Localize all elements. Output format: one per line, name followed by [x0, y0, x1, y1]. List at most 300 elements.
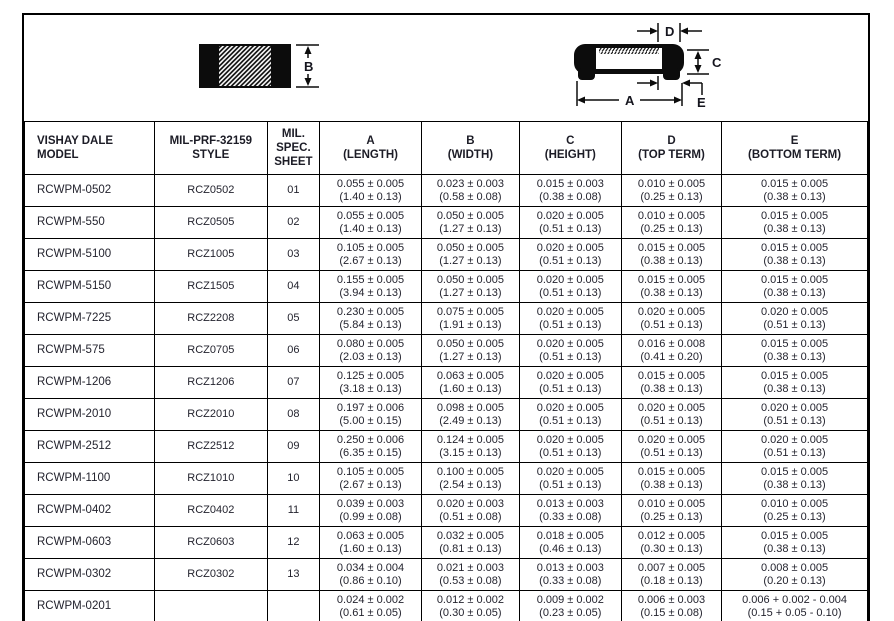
- table-row: [25, 495, 868, 527]
- dim-inches: 0.155 ± 0.005: [336, 273, 405, 286]
- left-termination: [200, 45, 219, 87]
- dim-mm: (1.27 ± 0.13): [439, 350, 502, 363]
- dim-inches: 0.063 ± 0.005: [336, 529, 405, 542]
- style-cell: [154, 591, 267, 621]
- dim-c-cell: [519, 463, 621, 495]
- dim-mm: (1.27 ± 0.13): [439, 254, 502, 267]
- dim-mm: (2.03 ± 0.13): [339, 350, 402, 363]
- header-line: (TOP TERM): [638, 149, 705, 162]
- dim-mm: (0.33 ± 0.08): [539, 574, 602, 587]
- model-cell: RCWPM-0201: [25, 591, 155, 621]
- table-row: [25, 399, 868, 431]
- dim-inches: 0.050 ± 0.005: [436, 241, 505, 254]
- dim-inches: 0.105 ± 0.005: [336, 465, 405, 478]
- header-line: MIL.: [281, 128, 305, 140]
- dim-inches: 0.010 ± 0.005: [637, 177, 706, 190]
- dim-mm: (0.38 ± 0.13): [763, 254, 826, 267]
- table-row: [25, 591, 868, 621]
- dim-b-cell: [422, 207, 520, 239]
- dim-e-cell: [722, 239, 868, 271]
- dim-inches: 0.250 ± 0.006: [336, 433, 405, 446]
- dim-inches: 0.020 ± 0.005: [760, 433, 829, 446]
- dim-inches: 0.020 ± 0.005: [536, 209, 604, 222]
- header-line: MODEL: [37, 149, 79, 162]
- chip-body-side-view: [574, 44, 684, 80]
- dim-inches: 0.020 ± 0.005: [536, 433, 604, 446]
- header-b-width: [422, 122, 520, 175]
- header-line: SPEC.: [276, 142, 311, 155]
- dim-inches: 0.015 ± 0.005: [637, 369, 706, 382]
- style-cell: RCZ0302: [154, 559, 267, 591]
- table-row: [25, 239, 868, 271]
- dim-inches: 0.020 ± 0.005: [536, 401, 604, 414]
- dim-inches: 0.023 ± 0.003: [436, 177, 505, 190]
- dim-a-cell: [320, 527, 422, 559]
- dim-mm: (0.81 ± 0.13): [439, 542, 502, 555]
- header-line: VISHAY DALE: [37, 135, 114, 147]
- dim-d-cell: [621, 463, 721, 495]
- dim-d-cell: [621, 335, 721, 367]
- dim-e-cell: [722, 271, 868, 303]
- dim-inches: 0.124 ± 0.005: [436, 433, 505, 446]
- dim-e-cell: [722, 495, 868, 527]
- dimension-table-frame: [22, 13, 870, 621]
- dim-a-cell: [320, 463, 422, 495]
- dim-b-cell: [422, 495, 520, 527]
- dim-mm: (0.46 ± 0.13): [539, 542, 602, 555]
- model-cell: RCWPM-5150: [25, 271, 155, 303]
- header-d-top-term: [621, 122, 721, 175]
- sheet-cell: 12: [267, 527, 319, 559]
- dim-mm: (1.40 ± 0.13): [339, 190, 402, 203]
- dim-mm: (2.49 ± 0.13): [439, 414, 502, 427]
- dim-inches: 0.020 ± 0.005: [536, 305, 604, 318]
- dim-a-cell: [320, 591, 422, 621]
- table-row: [25, 303, 868, 335]
- sheet-cell: 10: [267, 463, 319, 495]
- dim-e-cell: [722, 431, 868, 463]
- header-line: A: [366, 135, 375, 147]
- dim-d-cell: [621, 559, 721, 591]
- dim-inches: 0.063 ± 0.005: [436, 369, 505, 382]
- dim-mm: (0.99 ± 0.08): [339, 510, 402, 523]
- style-cell: RCZ0505: [154, 207, 267, 239]
- dim-inches: 0.015 ± 0.005: [760, 273, 829, 286]
- model-cell: RCWPM-2010: [25, 399, 155, 431]
- model-cell: RCWPM-1206: [25, 367, 155, 399]
- dim-mm: (0.30 ± 0.13): [640, 542, 703, 555]
- sheet-cell: 06: [267, 335, 319, 367]
- dim-mm: (0.38 ± 0.13): [763, 222, 826, 235]
- dim-mm: (0.23 ± 0.05): [539, 606, 602, 619]
- dim-e-cell: [722, 591, 868, 621]
- dim-mm: (0.30 ± 0.05): [439, 606, 502, 619]
- dim-d-cell: [621, 271, 721, 303]
- sheet-cell: 08: [267, 399, 319, 431]
- dim-inches: 0.015 ± 0.003: [536, 177, 604, 190]
- style-cell: RCZ1005: [154, 239, 267, 271]
- dim-e-cell: [722, 463, 868, 495]
- dim-mm: (0.51 ± 0.13): [539, 478, 602, 491]
- dim-d-cell: [621, 591, 721, 621]
- style-cell: RCZ1505: [154, 271, 267, 303]
- sheet-cell: 07: [267, 367, 319, 399]
- header-line: (LENGTH): [343, 149, 398, 162]
- style-cell: RCZ1010: [154, 463, 267, 495]
- dim-c-cell: [519, 431, 621, 463]
- dim-c-cell: [519, 591, 621, 621]
- dim-mm: (0.33 ± 0.08): [539, 510, 602, 523]
- dim-a-cell: [320, 399, 422, 431]
- dim-inches: 0.230 ± 0.005: [336, 305, 405, 318]
- dim-inches: 0.020 ± 0.005: [637, 433, 706, 446]
- style-cell: RCZ2208: [154, 303, 267, 335]
- dim-e-annotation: [637, 76, 706, 110]
- dim-a-cell: [320, 239, 422, 271]
- dim-mm: (0.38 ± 0.13): [763, 542, 826, 555]
- dim-mm: (0.51 ± 0.13): [539, 350, 602, 363]
- dim-inches: 0.020 ± 0.005: [536, 273, 604, 286]
- table-row: [25, 271, 868, 303]
- dim-inches: 0.032 ± 0.005: [436, 529, 505, 542]
- table-row: [25, 207, 868, 239]
- style-cell: RCZ0705: [154, 335, 267, 367]
- model-cell: RCWPM-0502: [25, 175, 155, 207]
- left-foot: [578, 68, 595, 80]
- sheet-cell: 01: [267, 175, 319, 207]
- dim-b-cell: [422, 463, 520, 495]
- model-cell: RCWPM-2512: [25, 431, 155, 463]
- dim-mm: (0.61 ± 0.05): [339, 606, 402, 619]
- style-cell: RCZ0603: [154, 527, 267, 559]
- dim-inches: 0.010 ± 0.005: [760, 497, 829, 510]
- dim-d-cell: [621, 175, 721, 207]
- dim-mm: (0.51 ± 0.13): [539, 318, 602, 331]
- style-cell: RCZ1206: [154, 367, 267, 399]
- dim-inches: 0.050 ± 0.005: [436, 209, 505, 222]
- table-row: [25, 431, 868, 463]
- dim-inches: 0.020 ± 0.005: [760, 401, 829, 414]
- dim-inches: 0.021 ± 0.003: [436, 561, 505, 574]
- dim-mm: (0.25 ± 0.13): [763, 510, 826, 523]
- dim-a-cell: [320, 367, 422, 399]
- model-cell: RCWPM-1100: [25, 463, 155, 495]
- dim-a-annotation: [577, 81, 682, 108]
- dim-d-cell: [621, 399, 721, 431]
- spec-table-body: [25, 175, 868, 621]
- dim-inches: 0.020 ± 0.003: [436, 497, 505, 510]
- style-cell: RCZ2010: [154, 399, 267, 431]
- header-line: SHEET: [274, 156, 313, 169]
- dim-inches: 0.010 ± 0.005: [637, 209, 706, 222]
- header-line: MIL-PRF-32159: [169, 135, 252, 147]
- dim-c-cell: [519, 271, 621, 303]
- dim-mm: (5.00 ± 0.15): [339, 414, 402, 427]
- table-row: [25, 367, 868, 399]
- style-cell: RCZ0502: [154, 175, 267, 207]
- dim-c-annotation: [687, 50, 722, 74]
- dim-mm: (0.53 ± 0.08): [439, 574, 502, 587]
- dim-d-cell: [621, 495, 721, 527]
- table-row: [25, 463, 868, 495]
- resistive-element-hatch: [219, 46, 271, 86]
- dim-label-e: E: [697, 95, 706, 110]
- sheet-cell: 02: [267, 207, 319, 239]
- dim-b-cell: [422, 175, 520, 207]
- dim-mm: (0.51 ± 0.13): [763, 414, 826, 427]
- dim-inches: 0.020 ± 0.005: [536, 369, 604, 382]
- dim-mm: (0.51 ± 0.13): [539, 414, 602, 427]
- dim-c-cell: [519, 303, 621, 335]
- model-cell: RCWPM-0302: [25, 559, 155, 591]
- dim-mm: (0.38 ± 0.13): [640, 254, 703, 267]
- dim-inches: 0.024 ± 0.002: [336, 593, 405, 606]
- dim-mm: (0.51 ± 0.13): [539, 286, 602, 299]
- dim-inches: 0.105 ± 0.005: [336, 241, 405, 254]
- dim-inches: 0.015 ± 0.005: [637, 241, 706, 254]
- header-line: E: [790, 135, 799, 147]
- dim-mm: (3.18 ± 0.13): [339, 382, 402, 395]
- dim-mm: (1.60 ± 0.13): [439, 382, 502, 395]
- dim-e-cell: [722, 527, 868, 559]
- dim-inches: 0.020 ± 0.005: [637, 401, 706, 414]
- dim-c-cell: [519, 175, 621, 207]
- dim-inches: 0.075 ± 0.005: [436, 305, 505, 318]
- table-row: [25, 335, 868, 367]
- dim-inches: 0.020 ± 0.005: [536, 241, 604, 254]
- right-foot: [663, 68, 680, 80]
- table-row: [25, 527, 868, 559]
- header-c-height: [519, 122, 621, 175]
- chip-top-view-diagram: [170, 28, 330, 98]
- dim-inches: 0.080 ± 0.005: [336, 337, 405, 350]
- dim-mm: (1.60 ± 0.13): [339, 542, 402, 555]
- dim-mm: (3.15 ± 0.13): [439, 446, 502, 459]
- dim-mm: (1.27 ± 0.13): [439, 286, 502, 299]
- dim-a-cell: [320, 175, 422, 207]
- dim-mm: (2.54 ± 0.13): [439, 478, 502, 491]
- dim-inches: 0.013 ± 0.003: [536, 497, 604, 510]
- header-line: (BOTTOM TERM): [748, 149, 842, 162]
- dim-d-cell: [621, 303, 721, 335]
- dim-b-cell: [422, 431, 520, 463]
- dim-d-cell: [621, 239, 721, 271]
- model-cell: RCWPM-0402: [25, 495, 155, 527]
- dim-inches: 0.006 ± 0.003: [637, 593, 706, 606]
- dim-e-cell: [722, 303, 868, 335]
- dim-e-cell: [722, 367, 868, 399]
- dim-d-cell: [621, 367, 721, 399]
- dim-mm: (0.51 ± 0.13): [539, 446, 602, 459]
- dim-inches: 0.016 ± 0.008: [637, 337, 706, 350]
- dim-inches: 0.010 ± 0.005: [637, 497, 706, 510]
- chip-side-view-diagram: [545, 15, 795, 113]
- dim-c-cell: [519, 559, 621, 591]
- header-line: B: [466, 135, 475, 147]
- dim-inches: 0.034 ± 0.004: [336, 561, 405, 574]
- dim-mm: (0.38 ± 0.13): [763, 478, 826, 491]
- dim-a-cell: [320, 335, 422, 367]
- dim-inches: 0.020 ± 0.005: [536, 465, 604, 478]
- header-line: STYLE: [192, 149, 230, 162]
- dim-mm: (5.84 ± 0.13): [339, 318, 402, 331]
- dimension-spec-table: [24, 121, 868, 621]
- dim-inches: 0.098 ± 0.005: [436, 401, 505, 414]
- dim-inches: 0.050 ± 0.005: [436, 273, 505, 286]
- dim-inches: 0.008 ± 0.005: [760, 561, 829, 574]
- dim-mm: (1.91 ± 0.13): [439, 318, 502, 331]
- dim-mm: (0.15 + 0.05 - 0.10): [747, 606, 842, 619]
- dim-inches: 0.020 ± 0.005: [536, 337, 604, 350]
- style-cell: RCZ0402: [154, 495, 267, 527]
- dim-e-cell: [722, 399, 868, 431]
- dim-mm: (0.38 ± 0.13): [763, 382, 826, 395]
- header-e-bottom-term: [722, 122, 868, 175]
- dim-inches: 0.015 ± 0.005: [760, 177, 829, 190]
- dim-inches: 0.006 + 0.002 - 0.004: [742, 593, 848, 606]
- style-cell: RCZ2512: [154, 431, 267, 463]
- dim-d-annotation: [637, 23, 702, 42]
- dim-mm: (0.51 ± 0.13): [539, 222, 602, 235]
- dim-inches: 0.055 ± 0.005: [336, 209, 405, 222]
- sheet-cell: 11: [267, 495, 319, 527]
- header-style: [154, 122, 267, 175]
- model-cell: RCWPM-575: [25, 335, 155, 367]
- dim-inches: 0.007 ± 0.005: [637, 561, 706, 574]
- dim-mm: (6.35 ± 0.15): [339, 446, 402, 459]
- dim-mm: (0.51 ± 0.13): [640, 318, 703, 331]
- dim-mm: (0.51 ± 0.08): [439, 510, 502, 523]
- header-line: (HEIGHT): [544, 149, 596, 162]
- dim-mm: (3.94 ± 0.13): [339, 286, 402, 299]
- dim-mm: (0.51 ± 0.13): [763, 318, 826, 331]
- dim-inches: 0.197 ± 0.006: [336, 401, 405, 414]
- model-cell: RCWPM-5100: [25, 239, 155, 271]
- dim-e-cell: [722, 175, 868, 207]
- dim-label-b: B: [304, 59, 314, 74]
- dim-mm: (0.38 ± 0.08): [539, 190, 602, 203]
- model-cell: RCWPM-0603: [25, 527, 155, 559]
- sheet-cell: 04: [267, 271, 319, 303]
- sheet-cell: 09: [267, 431, 319, 463]
- dim-b-cell: [422, 591, 520, 621]
- diagram-strip: [24, 15, 868, 121]
- dim-b-cell: [422, 303, 520, 335]
- dim-c-cell: [519, 527, 621, 559]
- dim-mm: (0.15 ± 0.08): [640, 606, 703, 619]
- dim-b-cell: [422, 335, 520, 367]
- header-line: (WIDTH): [447, 149, 494, 162]
- dim-inches: 0.039 ± 0.003: [336, 497, 405, 510]
- dim-inches: 0.020 ± 0.005: [760, 305, 829, 318]
- top-coat-hatch: [599, 48, 659, 54]
- dim-inches: 0.100 ± 0.005: [436, 465, 505, 478]
- dim-mm: (2.67 ± 0.13): [339, 254, 402, 267]
- dim-inches: 0.015 ± 0.005: [637, 273, 706, 286]
- dim-mm: (0.18 ± 0.13): [640, 574, 703, 587]
- dim-e-cell: [722, 335, 868, 367]
- dim-inches: 0.020 ± 0.005: [637, 305, 706, 318]
- dim-mm: (1.27 ± 0.13): [439, 222, 502, 235]
- right-termination: [271, 45, 290, 87]
- dim-a-cell: [320, 271, 422, 303]
- header-line: D: [667, 135, 676, 147]
- dim-inches: 0.012 ± 0.002: [436, 593, 505, 606]
- dim-inches: 0.013 ± 0.003: [536, 561, 604, 574]
- chip-body-top-view: [200, 45, 290, 87]
- dim-label-d: D: [665, 24, 675, 39]
- dim-inches: 0.015 ± 0.005: [637, 465, 706, 478]
- dim-mm: (0.38 ± 0.13): [640, 478, 703, 491]
- dim-mm: (2.67 ± 0.13): [339, 478, 402, 491]
- table-row: [25, 559, 868, 591]
- dim-c-cell: [519, 495, 621, 527]
- dim-inches: 0.125 ± 0.005: [336, 369, 405, 382]
- dim-mm: (0.41 ± 0.20): [640, 350, 703, 363]
- dim-b-annotation: [296, 45, 319, 87]
- dim-a-cell: [320, 431, 422, 463]
- dim-d-cell: [621, 207, 721, 239]
- dim-mm: (0.20 ± 0.13): [763, 574, 826, 587]
- dim-mm: (0.38 ± 0.13): [763, 286, 826, 299]
- dim-inches: 0.009 ± 0.002: [536, 593, 604, 606]
- dim-inches: 0.015 ± 0.005: [760, 369, 829, 382]
- dim-mm: (0.38 ± 0.13): [640, 286, 703, 299]
- dim-label-a: A: [625, 93, 635, 108]
- dim-mm: (0.58 ± 0.08): [439, 190, 502, 203]
- dim-c-cell: [519, 399, 621, 431]
- dim-e-cell: [722, 207, 868, 239]
- dim-d-cell: [621, 431, 721, 463]
- dim-inches: 0.015 ± 0.005: [760, 529, 829, 542]
- dim-b-cell: [422, 239, 520, 271]
- dim-inches: 0.018 ± 0.005: [536, 529, 604, 542]
- dim-mm: (0.51 ± 0.13): [640, 446, 703, 459]
- dim-c-cell: [519, 207, 621, 239]
- dim-b-cell: [422, 271, 520, 303]
- header-model: [25, 122, 155, 175]
- dim-inches: 0.015 ± 0.005: [760, 465, 829, 478]
- dim-mm: (0.51 ± 0.13): [539, 254, 602, 267]
- table-row: [25, 175, 868, 207]
- sheet-cell: 03: [267, 239, 319, 271]
- header-a-length: [320, 122, 422, 175]
- dim-mm: (0.38 ± 0.13): [640, 382, 703, 395]
- dim-b-cell: [422, 559, 520, 591]
- dim-mm: (0.51 ± 0.13): [763, 446, 826, 459]
- model-cell: RCWPM-550: [25, 207, 155, 239]
- sheet-cell: 05: [267, 303, 319, 335]
- header-row: [25, 122, 868, 175]
- model-cell: RCWPM-7225: [25, 303, 155, 335]
- dim-c-cell: [519, 367, 621, 399]
- header-sheet: [267, 122, 319, 175]
- dim-c-cell: [519, 335, 621, 367]
- dim-inches: 0.012 ± 0.005: [637, 529, 706, 542]
- dim-inches: 0.015 ± 0.005: [760, 209, 829, 222]
- dim-mm: (0.25 ± 0.13): [640, 190, 703, 203]
- dim-inches: 0.015 ± 0.005: [760, 337, 829, 350]
- dim-mm: (0.38 ± 0.13): [763, 350, 826, 363]
- dim-e-cell: [722, 559, 868, 591]
- dim-b-cell: [422, 399, 520, 431]
- sheet-cell: 13: [267, 559, 319, 591]
- dim-a-cell: [320, 495, 422, 527]
- dim-mm: (0.25 ± 0.13): [640, 222, 703, 235]
- dim-mm: (0.38 ± 0.13): [763, 190, 826, 203]
- dim-label-c: C: [712, 55, 722, 70]
- spec-table-header: [25, 122, 868, 175]
